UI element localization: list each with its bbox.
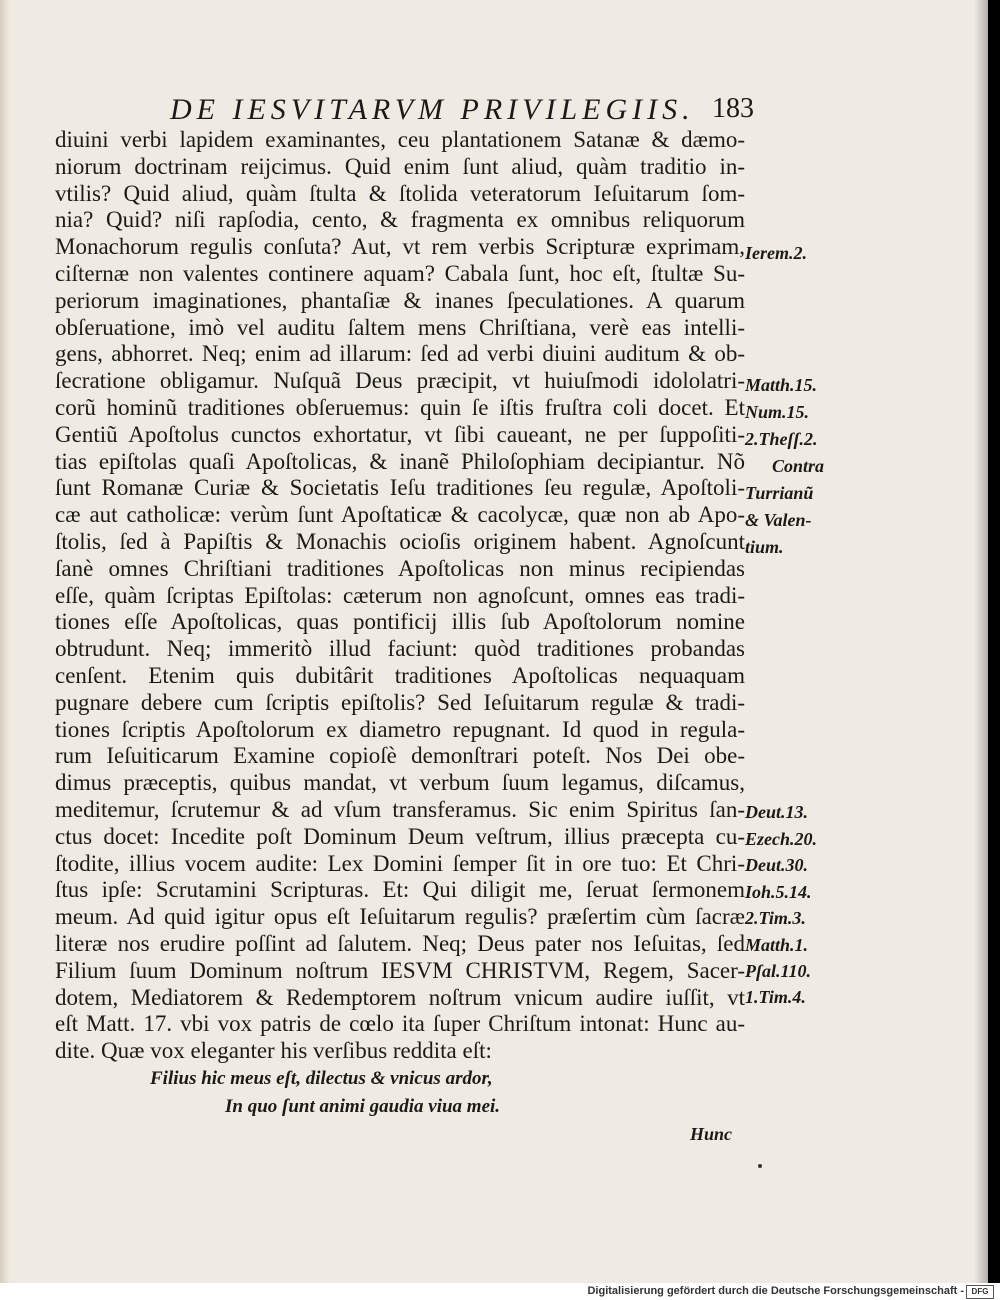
text-line: ctus docet: Incedite poſt Dominum Deum veſtrum, illius præcepta cu- bbox=[55, 823, 745, 849]
text-line: ciſternæ non valentes continere aquam? Cabala ſunt, hoc eſt, ſtultæ Su- bbox=[55, 260, 745, 286]
text-line: nia? Quid? niſi rapſodia, cento, & fragmenta ex omnibus reliquorum bbox=[55, 207, 745, 233]
footer-bar bbox=[0, 1283, 1000, 1300]
verse-line: In quo ſunt animi gaudia viua mei. bbox=[225, 1096, 501, 1117]
text-line: ſtolis, ſed à Papiſtis & Monachis ocioſis originem habent. Agnoſcunt bbox=[55, 528, 745, 554]
text-line: Gentiũ Apoſtolus cunctos exhortatur, vt ſibi caueant, ne per ſuppoſiti- bbox=[55, 421, 745, 447]
margin-note: Deut.30. bbox=[745, 855, 808, 875]
text-line: ſtus ipſe: Scrutamini Scripturas. Et: Qui diligit me, ſeruat ſermonem bbox=[55, 877, 745, 903]
text-line: niorum doctrinam reijcimus. Quid enim ſunt aliud, quàm traditio in- bbox=[55, 153, 745, 179]
margin-note: Ierem.2. bbox=[745, 243, 807, 263]
catchword: Hunc bbox=[690, 1124, 733, 1144]
ink-dot bbox=[758, 1164, 762, 1168]
margin-note: tium. bbox=[745, 537, 784, 557]
dfg-logo-icon: DFG bbox=[966, 1285, 994, 1299]
margin-note: Matth.15. bbox=[745, 375, 818, 395]
text-line: tias epiſtolas quaſi Apoſtolicas, & inanẽ Philoſophiam decipiantur. Nõ bbox=[55, 448, 745, 474]
text-line: eſſe, quàm ſcriptas Epiſtolas: cæterum non agnoſcunt, omnes eas tradi- bbox=[55, 582, 745, 608]
text-line: corũ hominũ traditiones obſeruemus: quin ſe iſtis fruſtra coli docet. Et bbox=[55, 394, 745, 420]
text-line: meditemur, ſcrutemur & ad vſum transferamus. Sic enim Spiritus ſan- bbox=[55, 796, 745, 822]
text-line: cæ aut catholicæ: verùm ſunt Apoſtaticæ & cacolycæ, quæ non ab Apo- bbox=[55, 502, 745, 528]
text-line: ſtodite, illius vocem audite: Lex Domini ſemper ſit in ore tuo: Et Chri- bbox=[55, 850, 745, 876]
text-line: periorum imaginationes, phantaſiæ & inanes ſpeculationes. A quarum bbox=[55, 287, 745, 313]
funding-credit: Digitalisierung gefördert durch die Deutsche Forschungsgemeinschaft - bbox=[587, 1285, 964, 1297]
text-line: rum Ieſuiticarum Examine copioſè demonſtrari poteſt. Nos Dei obe- bbox=[55, 743, 745, 769]
text-line: tiones ſcriptis Apoſtolorum ex diametro repugnant. Id quod in regula- bbox=[55, 716, 745, 742]
text-line: ſecratione obligamur. Nuſquã Deus præcipit, vt huiuſmodi idololatri- bbox=[55, 368, 745, 394]
text-line: obtrudunt. Neq; immeritò illud faciunt: quòd traditiones probandas bbox=[55, 636, 745, 662]
text-line: ſunt Romanæ Curiæ & Societatis Ieſu traditiones ſeu regulæ, Apoſtoli- bbox=[55, 475, 745, 501]
margin-note: Contra bbox=[772, 456, 825, 476]
margin-note: Num.15. bbox=[745, 402, 810, 422]
text-line: cenſent. Etenim quis dubitârit traditiones Apoſtolicas nequaquam bbox=[55, 662, 745, 688]
text-line: pugnare debere cum ſcriptis epiſtolis? Sed Ieſuitarum regulæ & tradi- bbox=[55, 689, 745, 715]
page-number: 183 bbox=[712, 93, 754, 124]
running-title: DE IESVITARVM PRIVILEGIIS. bbox=[170, 93, 695, 126]
margin-note: Turrianũ bbox=[745, 483, 814, 503]
text-line: ſanè omnes Chriſtiani traditiones Apoſtolicas non minus recipiendas bbox=[55, 555, 745, 581]
verse-line: Filius hic meus eſt, dilectus & vnicus ardor, bbox=[150, 1068, 493, 1089]
margin-note: 2.Theſſ.2. bbox=[745, 429, 818, 449]
margin-note: Ezech.20. bbox=[745, 829, 817, 849]
text-line: gens, abhorret. Neq; enim ad illarum: ſed ad verbi diuini auditum & ob- bbox=[55, 341, 745, 367]
text-line: meum. Ad quid igitur opus eſt Ieſuitarum regulis? præſertim cùm ſacræ bbox=[55, 904, 745, 930]
margin-note: Pſal.110. bbox=[745, 961, 811, 981]
margin-note: 2.Tim.3. bbox=[745, 908, 806, 928]
text-line: dimus præceptis, quibus mandat, vt verbum ſuum legamus, diſcamus, bbox=[55, 770, 745, 796]
text-line: dite. Quæ vox eleganter his verſibus reddita eſt: bbox=[55, 1038, 492, 1064]
margin-note: & Valen- bbox=[745, 510, 812, 530]
text-line: tiones eſſe Apoſtolicas, quas pontificij illis ſub Apoſtolorum nomine bbox=[55, 609, 745, 635]
margin-note: Deut.13. bbox=[745, 802, 808, 822]
margin-note: Matth.1. bbox=[745, 935, 809, 955]
margin-note: Ioh.5.14. bbox=[745, 882, 812, 902]
text-line: diuini verbi lapidem examinantes, ceu plantationem Satanæ & dæmo- bbox=[55, 127, 745, 152]
text-line: Filium ſuum Dominum noſtrum IESVM CHRISTVM, Regem, Sacer- bbox=[55, 957, 745, 983]
text-line: Monachorum regulis conſuta? Aut, vt rem verbis Scripturæ exprimam, bbox=[55, 234, 745, 260]
margin-note: 1.Tim.4. bbox=[745, 987, 806, 1007]
text-line: literæ nos erudire poſſint ad ſalutem. Neq; Deus pater nos Ieſuitas, ſed bbox=[55, 930, 745, 956]
text-line: dotem, Mediatorem & Redemptorem noſtrum vnicum audire iuſſit, vt bbox=[55, 984, 745, 1010]
text-line: vtilis? Quid aliud, quàm ſtulta & ſtolida veteratorum Ieſuitarum ſom- bbox=[55, 180, 745, 206]
page-gutter-shadow bbox=[0, 0, 10, 1283]
body-text bbox=[55, 127, 745, 1065]
text-line: eſt Matt. 17. vbi vox patris de cœlo ita ſuper Chriſtum intonat: Hunc au- bbox=[55, 1011, 745, 1037]
text-line: obſeruatione, imò vel auditu ſaltem mens Chriſtiana, verè eas intelli- bbox=[55, 314, 745, 340]
